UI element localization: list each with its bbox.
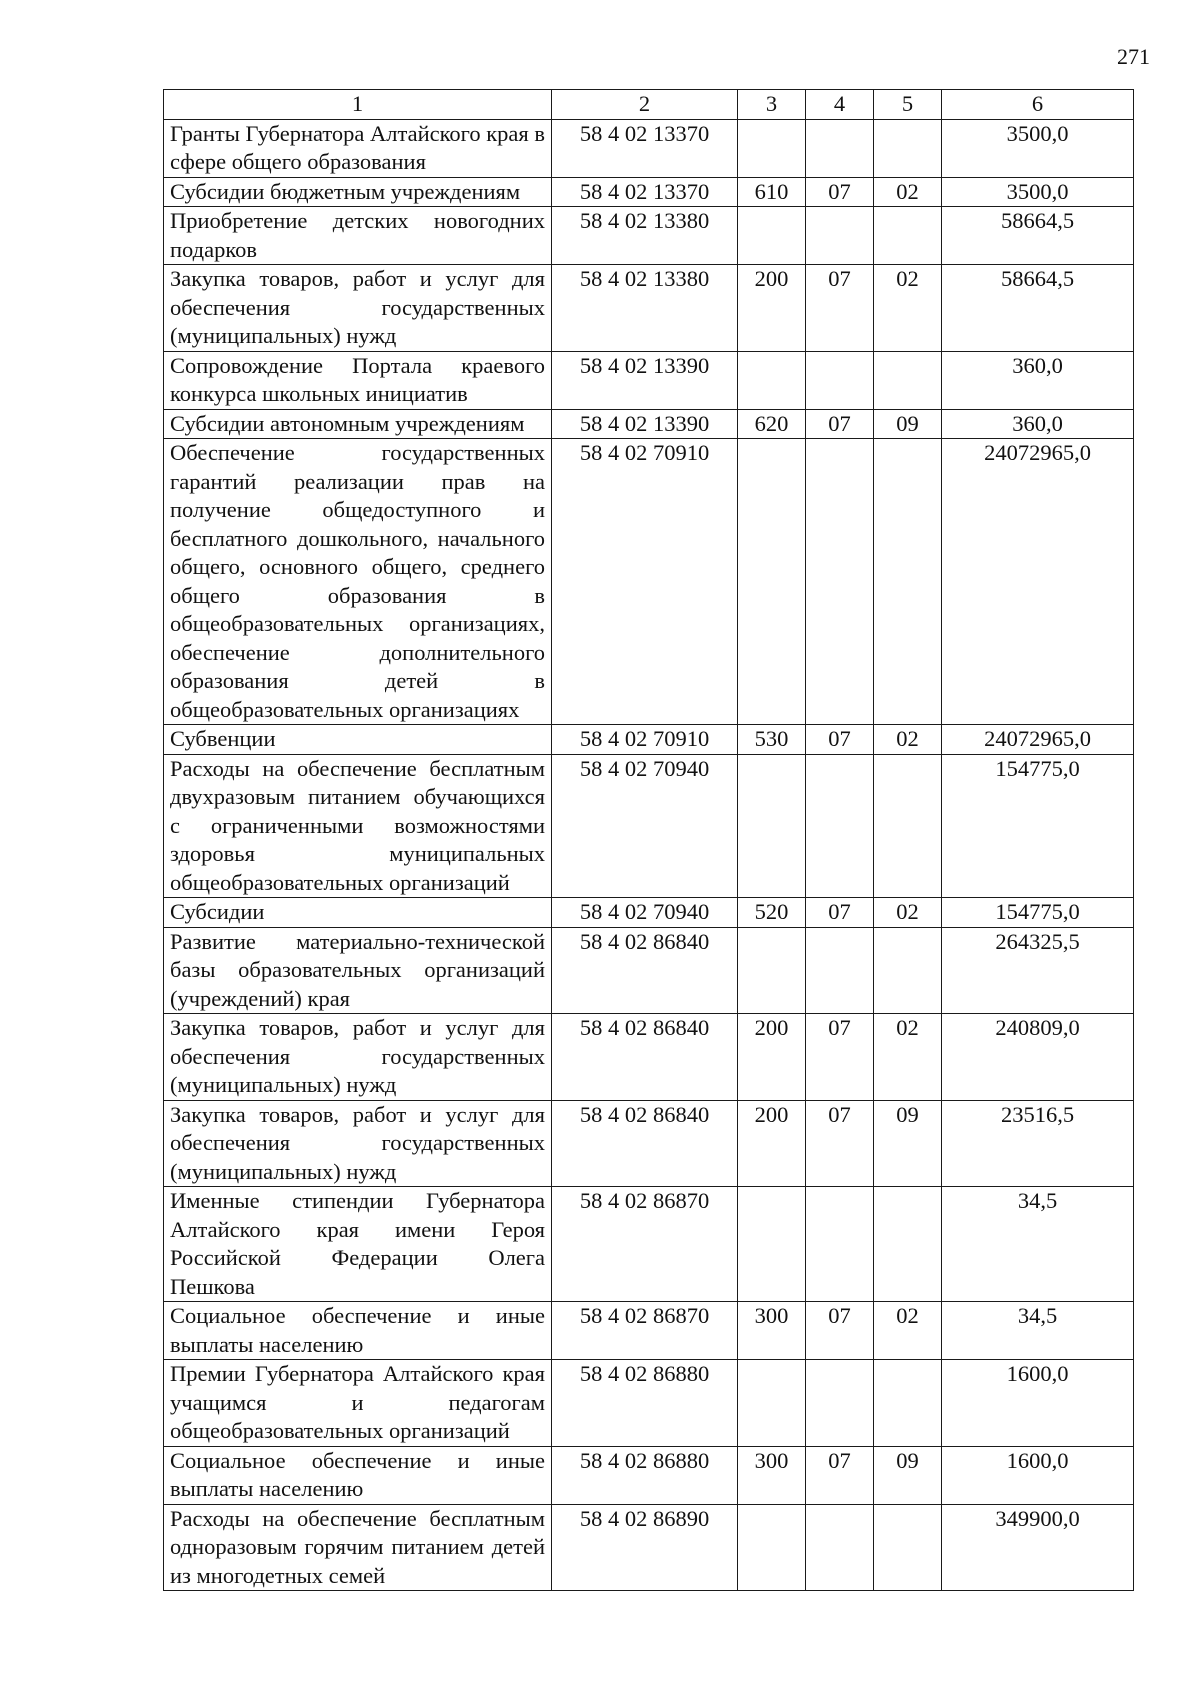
expense-type [738,351,806,409]
target-code: 58 4 02 86880 [552,1446,738,1504]
subsection [874,439,942,725]
expense-type: 610 [738,177,806,207]
section: 07 [806,1100,874,1187]
expense-type [738,207,806,265]
expense-type: 200 [738,1100,806,1187]
amount: 34,5 [942,1187,1134,1302]
section [806,351,874,409]
subsection: 02 [874,177,942,207]
section [806,207,874,265]
target-code: 58 4 02 13370 [552,177,738,207]
section [806,1187,874,1302]
target-code: 58 4 02 70940 [552,754,738,898]
target-code: 58 4 02 13390 [552,351,738,409]
item-name: Закупка товаров, работ и услуг для обеспечения государственных (муниципальных) нужд [164,265,552,352]
item-name: Социальное обеспечение и иные выплаты населению [164,1446,552,1504]
amount: 349900,0 [942,1504,1134,1591]
expense-type [738,1504,806,1591]
section [806,1504,874,1591]
table-row [164,119,1134,177]
col-header-6: 6 [942,90,1134,120]
amount: 23516,5 [942,1100,1134,1187]
subsection: 09 [874,1100,942,1187]
table-row [164,1100,1134,1187]
expense-type [738,119,806,177]
subsection: 02 [874,1014,942,1101]
target-code: 58 4 02 86870 [552,1302,738,1360]
subsection [874,119,942,177]
col-header-4: 4 [806,90,874,120]
item-name: Приобретение детских новогодних подарков [164,207,552,265]
table-row [164,439,1134,725]
item-name: Развитие материально-технической базы образовательных организаций (учреждений) края [164,927,552,1014]
table-row [164,898,1134,928]
table-row [164,1187,1134,1302]
target-code: 58 4 02 86870 [552,1187,738,1302]
subsection [874,351,942,409]
expense-type [738,927,806,1014]
header-row [164,90,1134,120]
subsection: 02 [874,725,942,755]
section [806,439,874,725]
table-row [164,1504,1134,1591]
item-name: Закупка товаров, работ и услуг для обеспечения государственных (муниципальных) нужд [164,1100,552,1187]
table-row [164,351,1134,409]
item-name: Субсидии автономным учреждениям [164,409,552,439]
amount: 34,5 [942,1302,1134,1360]
item-name: Обеспечение государственных гарантий реализации прав на получение общедоступного и бесплатного дошкольного, начального общего, основного общего, среднего общего образования в общеобразовательных организациях, обеспечение дополнительного образования детей в общеобразовательных организациях [164,439,552,725]
target-code: 58 4 02 86890 [552,1504,738,1591]
amount: 240809,0 [942,1014,1134,1101]
item-name: Социальное обеспечение и иные выплаты населению [164,1302,552,1360]
expense-type: 200 [738,1014,806,1101]
target-code: 58 4 02 13390 [552,409,738,439]
expense-type [738,1187,806,1302]
subsection [874,927,942,1014]
target-code: 58 4 02 13370 [552,119,738,177]
target-code: 58 4 02 70910 [552,439,738,725]
expense-type [738,1360,806,1447]
item-name: Субсидии бюджетным учреждениям [164,177,552,207]
item-name: Субсидии [164,898,552,928]
subsection [874,754,942,898]
expense-type: 520 [738,898,806,928]
subsection [874,207,942,265]
subsection [874,1360,942,1447]
target-code: 58 4 02 86840 [552,927,738,1014]
amount: 360,0 [942,409,1134,439]
table-row [164,754,1134,898]
target-code: 58 4 02 13380 [552,265,738,352]
col-header-5: 5 [874,90,942,120]
amount: 24072965,0 [942,725,1134,755]
expense-type: 530 [738,725,806,755]
table-row [164,1446,1134,1504]
table-row [164,1014,1134,1101]
amount: 3500,0 [942,119,1134,177]
table-row [164,725,1134,755]
section: 07 [806,1302,874,1360]
target-code: 58 4 02 86880 [552,1360,738,1447]
section [806,754,874,898]
amount: 58664,5 [942,265,1134,352]
amount: 154775,0 [942,898,1134,928]
table-row [164,409,1134,439]
table-row [164,265,1134,352]
section: 07 [806,725,874,755]
amount: 1600,0 [942,1360,1134,1447]
subsection: 02 [874,1302,942,1360]
table-row [164,1360,1134,1447]
subsection: 02 [874,265,942,352]
col-header-2: 2 [552,90,738,120]
budget-table [163,89,1134,1591]
item-name: Гранты Губернатора Алтайского края в сфере общего образования [164,119,552,177]
section: 07 [806,898,874,928]
item-name: Именные стипендии Губернатора Алтайского края имени Героя Российской Федерации Олега Пешкова [164,1187,552,1302]
subsection [874,1187,942,1302]
item-name: Премии Губернатора Алтайского края учащимся и педагогам общеобразовательных организаций [164,1360,552,1447]
expense-type: 300 [738,1302,806,1360]
expense-type [738,754,806,898]
section: 07 [806,1446,874,1504]
amount: 154775,0 [942,754,1134,898]
target-code: 58 4 02 86840 [552,1014,738,1101]
section [806,1360,874,1447]
target-code: 58 4 02 13380 [552,207,738,265]
section: 07 [806,177,874,207]
item-name: Закупка товаров, работ и услуг для обеспечения государственных (муниципальных) нужд [164,1014,552,1101]
table-row [164,1302,1134,1360]
amount: 24072965,0 [942,439,1134,725]
table-row [164,927,1134,1014]
target-code: 58 4 02 86840 [552,1100,738,1187]
table-row [164,207,1134,265]
table-row [164,177,1134,207]
section [806,927,874,1014]
item-name: Расходы на обеспечение бесплатным одноразовым горячим питанием детей из многодетных семей [164,1504,552,1591]
item-name: Сопровождение Портала краевого конкурса школьных инициатив [164,351,552,409]
item-name: Субвенции [164,725,552,755]
expense-type [738,439,806,725]
target-code: 58 4 02 70910 [552,725,738,755]
amount: 1600,0 [942,1446,1134,1504]
expense-type: 200 [738,265,806,352]
subsection: 09 [874,409,942,439]
page-number: 271 [1117,44,1150,69]
section: 07 [806,265,874,352]
amount: 3500,0 [942,177,1134,207]
item-name: Расходы на обеспечение бесплатным двухразовым питанием обучающихся с ограниченными возможностями здоровья муниципальных общеобразовательных организаций [164,754,552,898]
section: 07 [806,409,874,439]
subsection: 02 [874,898,942,928]
section: 07 [806,1014,874,1101]
subsection [874,1504,942,1591]
target-code: 58 4 02 70940 [552,898,738,928]
section [806,119,874,177]
amount: 360,0 [942,351,1134,409]
expense-type: 620 [738,409,806,439]
subsection: 09 [874,1446,942,1504]
col-header-3: 3 [738,90,806,120]
amount: 58664,5 [942,207,1134,265]
expense-type: 300 [738,1446,806,1504]
col-header-1: 1 [164,90,552,120]
amount: 264325,5 [942,927,1134,1014]
